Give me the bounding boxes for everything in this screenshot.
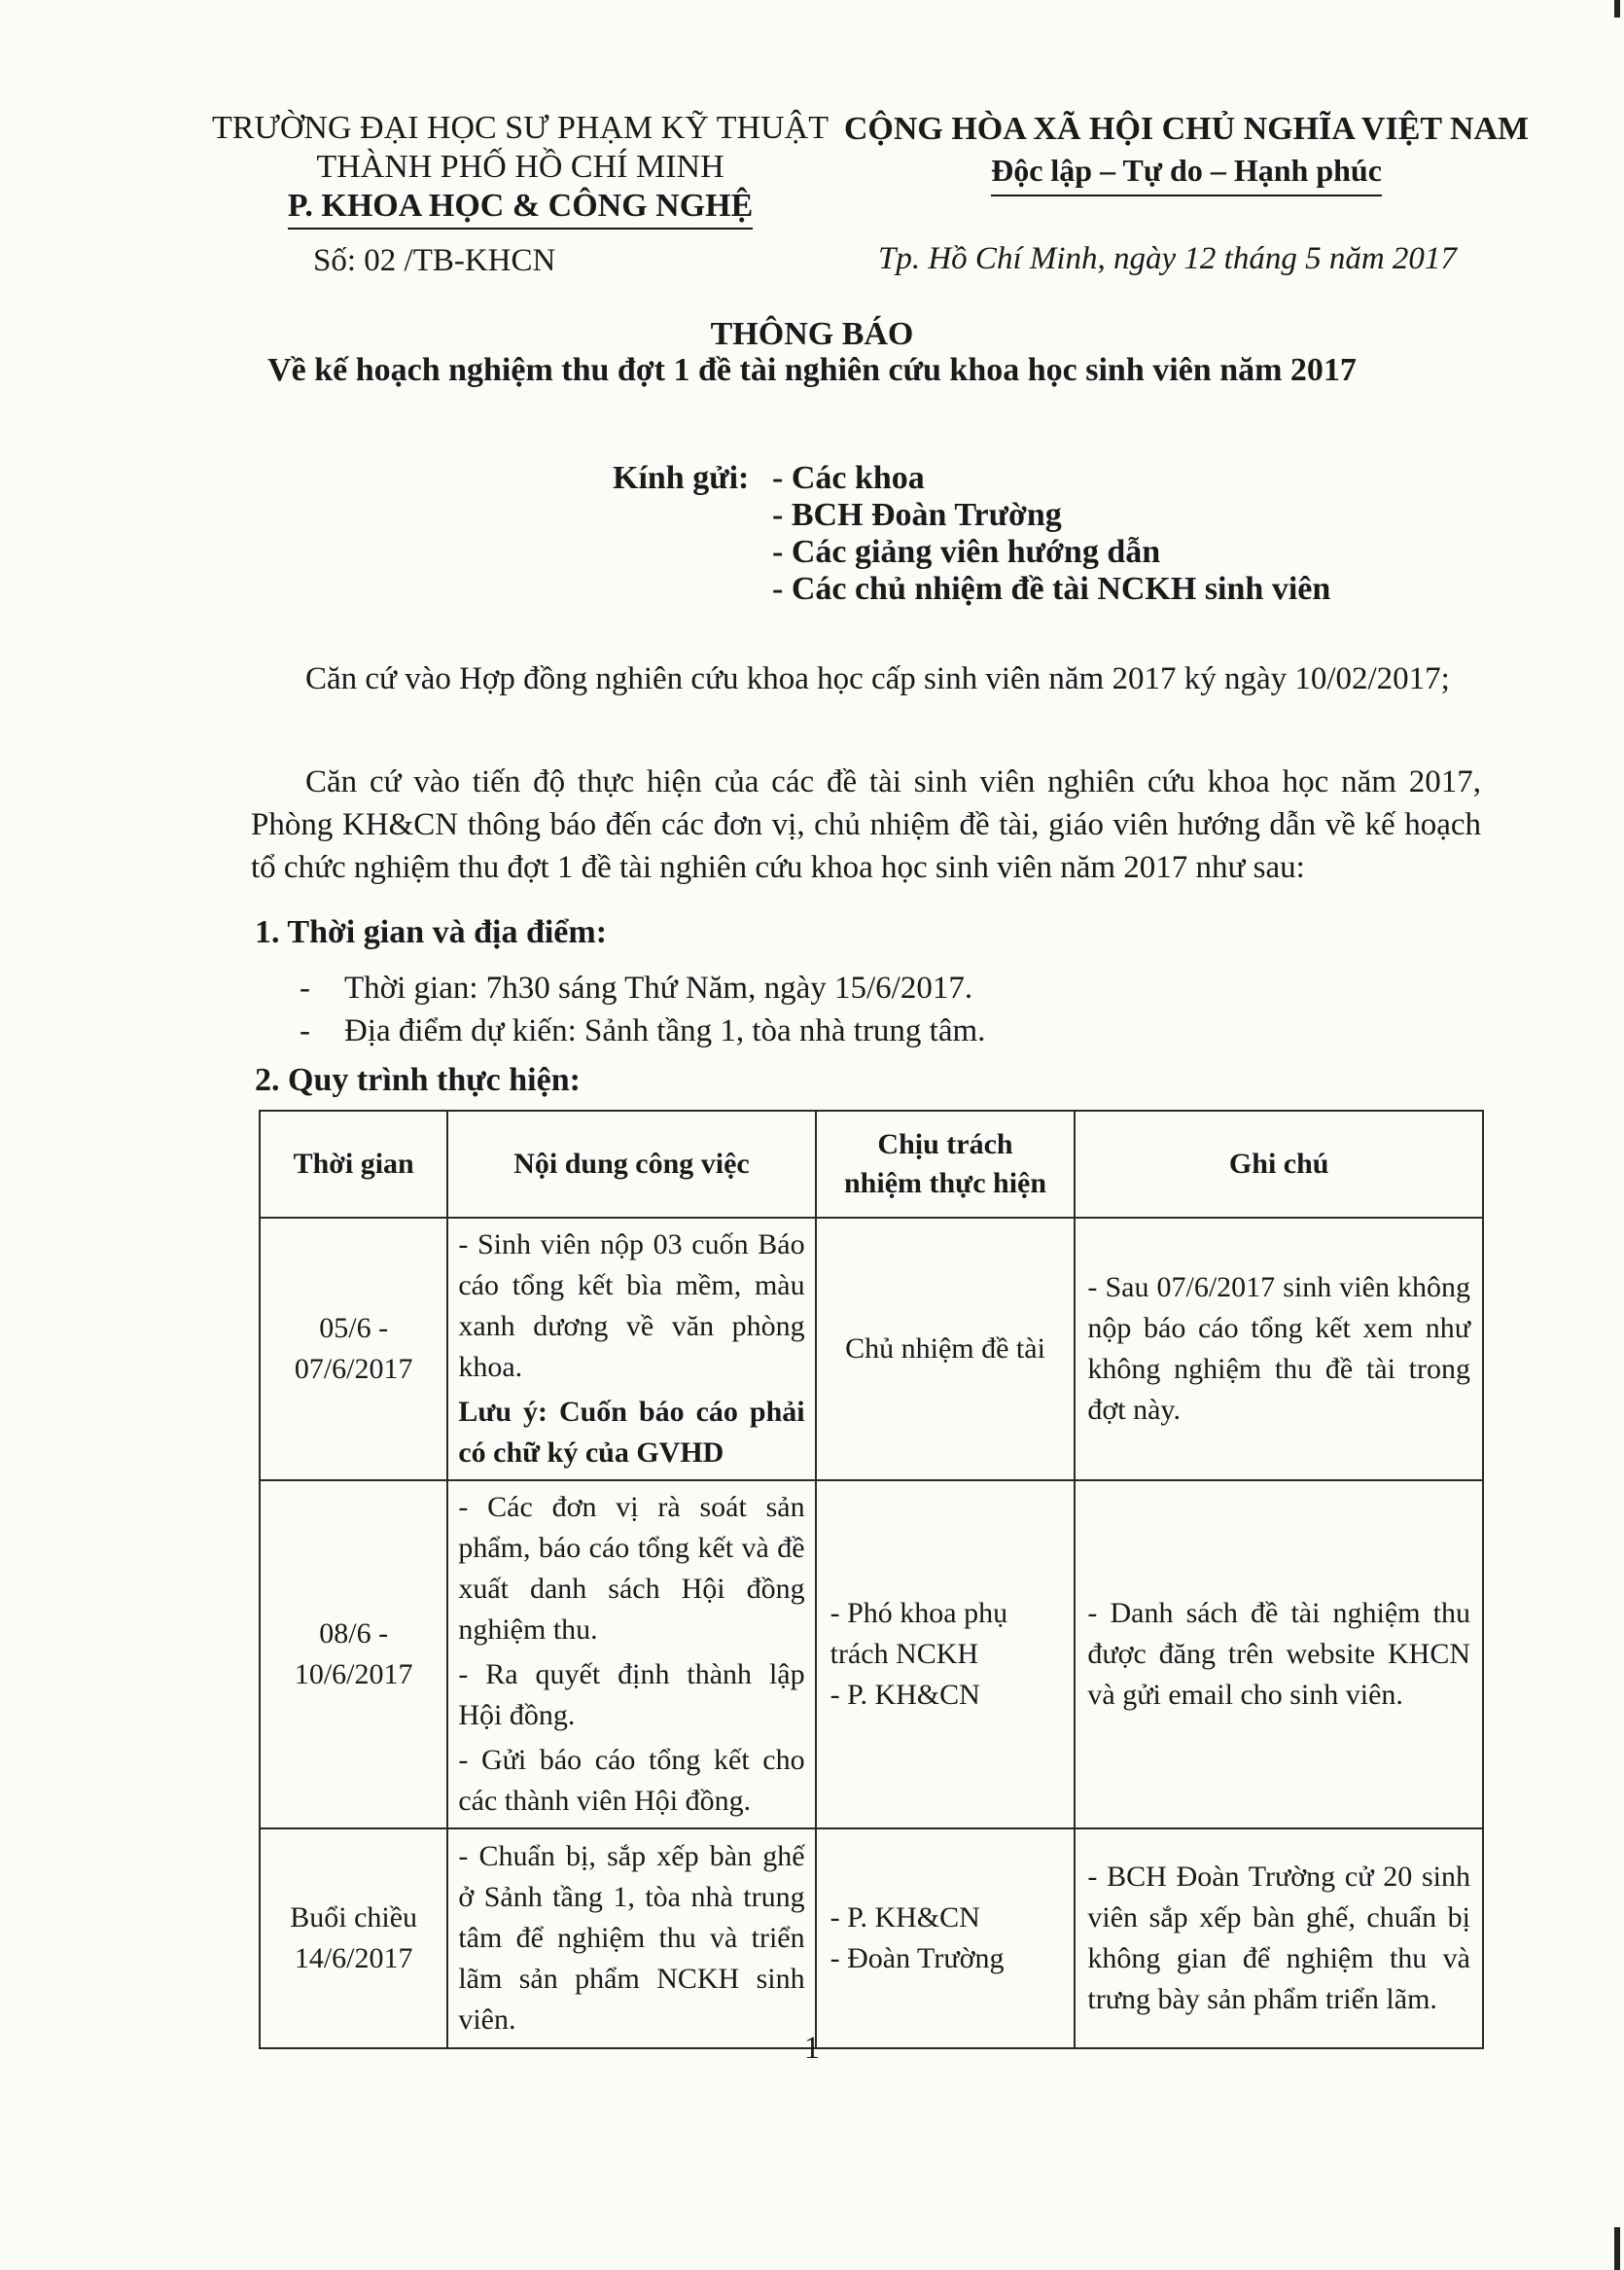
org-university: TRƯỜNG ĐẠI HỌC SƯ PHẠM KỸ THUẬT [212,110,829,146]
cell-responsible: Chủ nhiệm đề tài [816,1218,1076,1480]
document-title: THÔNG BÁO [710,316,914,352]
header-responsible: Chịu trách nhiệm thực hiện [816,1111,1076,1218]
header-note: Ghi chú [1075,1111,1483,1218]
section-heading: 1. Thời gian và địa điểm: [255,914,608,950]
country-name: CỘNG HÒA XÃ HỘI CHỦ NGHĨA VIỆT NAM [843,111,1530,147]
cell-time: 05/6 - 07/6/2017 [260,1218,447,1480]
cell-time: 08/6 - 10/6/2017 [260,1480,447,1828]
cell-content: - Các đơn vị rà soát sản phẩm, báo cáo tổng kết và đề xuất danh sách Hội đồng nghiệm thu. - Ra quyết định thành lập Hội đồng. - Gửi báo cáo tổng kết cho các thành viên Hội đồng. [447,1480,815,1828]
recipient-item: - Các giảng viên hướng dẫn [772,534,1161,570]
cell-responsible: - P. KH&CN - Đoàn Trường [816,1828,1076,2048]
recipient-item: - BCH Đoàn Trường [772,497,1062,533]
org-city: THÀNH PHỐ HỒ CHÍ MINH [316,149,724,185]
bullet-text: Địa điểm dự kiến: Sảnh tầng 1, tòa nhà trung tâm. [344,1013,986,1048]
cell-content: - Chuẩn bị, sắp xếp bàn ghế ở Sảnh tầng 1, tòa nhà trung tâm để nghiệm thu và triển lãm sản phẩm NCKH sinh viên. [447,1828,815,2048]
recipient-item: - Các khoa [772,460,925,496]
cell-note: - Sau 07/6/2017 sinh viên không nộp báo cáo tổng kết xem như không nghiệm thu đề tài trong đợt này. [1075,1218,1483,1480]
paragraph-text: Căn cứ vào Hợp đồng nghiên cứu khoa học cấp sinh viên năm 2017 ký ngày 10/02/2017; [305,661,1450,696]
table-header-row [260,1111,1483,1218]
paragraph-text: Căn cứ vào tiến độ thực hiện của các đề tài sinh viên nghiên cứu khoa học năm 2017, Phòng KH&CN thông báo đến các đơn vị, chủ nhiệm đề tài, giáo viên hướng dẫn về kế hoạch tổ chức nghiệm thu đợt 1 đề tài nghiên cứu khoa học sinh viên năm 2017 như sau: [251,764,1481,885]
bullet-text: Thời gian: 7h30 sáng Thứ Năm, ngày 15/6/2017. [344,971,973,1006]
scan-edge-mark [1614,0,1620,18]
table-row [260,1218,1483,1480]
paragraph [251,657,1481,700]
cell-responsible: - Phó khoa phụ trách NCKH - P. KH&CN [816,1480,1076,1828]
page-number: 1 [803,2031,821,2066]
document-number: Số: 02 /TB-KHCN [313,243,556,278]
national-motto [807,109,1566,196]
motto: Độc lập – Tự do – Hạnh phúc [991,150,1382,196]
cell-time: Buổi chiều 14/6/2017 [260,1828,447,2048]
paragraph [251,761,1481,889]
bullet-item: - Địa điểm dự kiến: Sảnh tầng 1, tòa nhà trung tâm. [300,1013,986,1048]
org-department: P. KHOA HỌC & CÔNG NGHỆ [288,187,754,230]
cell-note: - Danh sách đề tài nghiệm thu được đăng trên website KHCN và gửi email cho sinh viên. [1075,1480,1483,1828]
section-heading: 2. Quy trình thực hiện: [255,1062,581,1098]
bullet-item: - Thời gian: 7h30 sáng Thứ Năm, ngày 15/6/2017. [300,971,973,1006]
date-line: Tp. Hồ Chí Minh, ngày 12 tháng 5 năm 2017 [878,241,1457,276]
table-row [260,1828,1483,2048]
issuing-organization [209,109,831,230]
recipients-block [613,460,1330,608]
document-subtitle: Về kế hoạch nghiệm thu đợt 1 đề tài nghiên cứu khoa học sinh viên năm 2017 [267,352,1357,388]
schedule-table [259,1110,1484,2049]
cell-note: - BCH Đoàn Trường cử 20 sinh viên sắp xếp bàn ghế, chuẩn bị không gian để nghiệm thu và trưng bày sản phẩm triển lãm. [1075,1828,1483,2048]
cell-content: - Sinh viên nộp 03 cuốn Báo cáo tổng kết bìa mềm, màu xanh dương về văn phòng khoa. Lưu ý: Cuốn báo cáo phải có chữ ký của GVHD [447,1218,815,1480]
scan-edge-mark [1614,2227,1620,2270]
header-content: Nội dung công việc [447,1111,815,1218]
table-row [260,1480,1483,1828]
recipients-label: Kính gửi: [613,460,750,496]
header-time: Thời gian [260,1111,447,1218]
recipient-item: - Các chủ nhiệm đề tài NCKH sinh viên [772,571,1331,607]
